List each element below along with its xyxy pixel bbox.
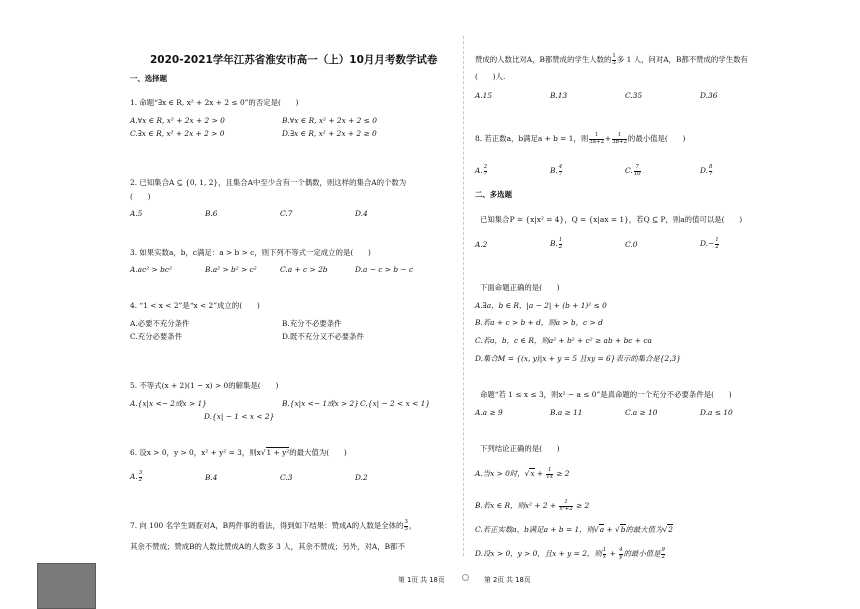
q6-radicand: 1 + y² xyxy=(266,448,290,457)
q7-line-3: 赞成的人数比对A，B都赞成的学生人数的 $\frac{1}{3}$ 多 1 人，问对A，B都不赞成的学生数有 xyxy=(475,53,748,66)
q5-option-b: B.{x|x <− 1或x > 2} xyxy=(282,399,359,408)
q2-option-c: C.7 xyxy=(280,209,293,218)
m2-option-d: D.集合M = {(x, y)|x + y = 5 且xy = 6}表示的集合是{2,3} xyxy=(475,354,681,363)
q6-option-a: A. $\frac{3}{2}$ xyxy=(130,470,143,483)
m2-option-c: C.若a，b，c ∈ R，则a² + b² + c² ≥ ab + bc + ca xyxy=(475,336,652,345)
m3-option-d: D.a ≤ 10 xyxy=(700,408,733,417)
m2-option-a: A.∃a，b ∈ R，|a − 2| + (b + 1)² ≤ 0 xyxy=(475,301,607,310)
q4-option-d: D.既不充分又不必要条件 xyxy=(282,332,364,341)
m1-option-d: D.− $\frac{1}{2}$ xyxy=(700,237,719,250)
m1-option-b: B. $\frac{1}{2}$ xyxy=(550,237,563,250)
m4-option-c: C.若正实数a，b满足a + b = 1，则√a + √b的最大值为√2 xyxy=(475,525,673,534)
q8-option-d: D. $\frac{8}{7}$ xyxy=(700,164,713,177)
q2-option-d: D.4 xyxy=(355,209,368,218)
q7-option-a: A.15 xyxy=(475,91,493,100)
page-separator-icon xyxy=(462,574,469,581)
q3-option-b: B.a² > b² > c² xyxy=(205,265,257,274)
m4-option-b: B.若x ∈ R，则x² + 2 + $\frac{1}{\text{x²+2}}$ ≥ 2 xyxy=(475,499,590,512)
q7-line-1: 7. 向 100 名学生调查对A，B两件事的看法，得到如下结果：赞成A的人数是全体的 $\frac{3}{5}$ ， xyxy=(130,519,417,532)
footer-page-left: 第 1页 共 18页 xyxy=(398,576,445,584)
q2-option-b: B.6 xyxy=(205,209,218,218)
m3-option-c: C.a ≥ 10 xyxy=(625,408,658,417)
m4-stem: 下列结论正确的是( ) xyxy=(480,444,560,453)
thumbnail-placeholder xyxy=(37,563,96,609)
column-divider xyxy=(463,36,464,556)
section-heading-single-choice: 一、选择题 xyxy=(130,74,167,83)
q5-option-d: D.{x| − 1 < x < 2} xyxy=(204,412,275,421)
q7-option-d: D.36 xyxy=(700,91,718,100)
q4-option-b: B.充分不必要条件 xyxy=(282,319,342,328)
m3-option-b: B.a ≥ 11 xyxy=(550,408,583,417)
section-heading-multiple-choice: 二、多选题 xyxy=(475,190,512,199)
page-title: 2020-2021学年江苏省淮安市高一（上）10月月考数学试卷 xyxy=(150,54,438,66)
m1-option-a: A.2 xyxy=(475,240,488,249)
m2-option-b: B.若a + c > b + d，则a > b，c > d xyxy=(475,318,603,327)
q1-option-c: C.∃x ∈ R, x² + 2x + 2 > 0 xyxy=(130,129,225,138)
footer-page-right: 第 2页 共 18页 xyxy=(484,576,531,584)
m2-stem: 下面命题正确的是( ) xyxy=(480,283,560,292)
q6-option-c: C.3 xyxy=(280,473,293,482)
q6-option-b: B.4 xyxy=(205,473,218,482)
q1-option-d: D.∃x ∈ R, x² + 2x + 2 ≥ 0 xyxy=(282,129,377,138)
q2-stem: 2. 已知集合A ⊆ {0, 1, 2}，且集合A中至少含有一个偶数，则这样的集合A的个数为 xyxy=(130,178,407,187)
q5-option-a: A.{x|x <− 2或x > 1} xyxy=(130,399,207,408)
q4-stem: 4. “1 < x < 2”是“x < 2”成立的( ) xyxy=(130,301,260,310)
q2-paren: ( ) xyxy=(130,192,151,201)
q7-line-4: ( )人. xyxy=(475,72,506,81)
q3-option-a: A.ac² > bc² xyxy=(130,265,172,274)
q7-option-b: B.13 xyxy=(550,91,568,100)
q5-option-c: C.{x| − 2 < x < 1} xyxy=(360,399,431,408)
m1-stem: 已知集合P = {x|x² = 4}，Q = {x|ax = 1}，若Q ⊆ P，则a的值可以是( ) xyxy=(480,215,743,224)
q2-option-a: A.5 xyxy=(130,209,143,218)
q8-option-b: B. $\frac{4}{7}$ xyxy=(550,164,563,177)
q3-option-d: D.a − c > b − c xyxy=(355,265,414,274)
q1-option-b: B.∀x ∈ R, x² + 2x + 2 ≤ 0 xyxy=(282,116,377,125)
q4-option-a: A.必要不充分条件 xyxy=(130,319,190,328)
m4-option-a: A.当x > 0时，√x + $\frac{1}{√x}$ ≥ 2 xyxy=(475,467,570,480)
q1-stem: 1. 命题“∃x ∈ R, x² + 2x + 2 ≤ 0”的否定是( ) xyxy=(130,98,299,107)
m3-stem: 命题“若 1 ≤ x ≤ 3，则x² − a ≤ 0”是真命题的一个充分不必要条件是( ) xyxy=(480,390,732,399)
m4-option-d: D.设x > 0，y > 0，且x + y = 2，则 $\frac{1}{x}$ + $\frac{4}{y}$ 的最小值是 $\frac{9}{2}$ xyxy=(475,547,665,560)
q5-stem: 5. 不等式(x + 2)(1 − x) > 0的解集是( ) xyxy=(130,381,279,390)
q6-option-d: D.2 xyxy=(355,473,368,482)
q1-option-a: A.∀x ∈ R, x² + 2x + 2 > 0 xyxy=(130,116,225,125)
q7-line-2: 其余不赞成；赞成B的人数比赞成A的人数多 3 人，其余不赞成；另外，对A，B都不 xyxy=(130,542,405,551)
q6-stem: 6. 设x > 0，y > 0，x² + y² = 3，则x√1 + y²的最大值为( ) xyxy=(130,448,347,457)
m3-option-a: A.a ≥ 9 xyxy=(475,408,503,417)
q3-stem: 3. 如果实数a，b，c满足：a > b > c，则下列不等式一定成立的是( ) xyxy=(130,248,371,257)
q8-option-c: C. $\frac{7}{10}$ xyxy=(625,164,641,177)
q3-option-c: C.a + c > 2b xyxy=(280,265,328,274)
q4-option-c: C.充分必要条件 xyxy=(130,332,183,341)
q8-option-a: A. $\frac{2}{7}$ xyxy=(475,164,488,177)
q7-option-c: C.35 xyxy=(625,91,643,100)
m1-option-c: C.0 xyxy=(625,240,638,249)
q8-stem: 8. 若正数a，b满足a + b = 1，则 $\frac{1}{3a+2}$ + $\frac{1}{3b+2}$ 的最小值是( ) xyxy=(475,132,686,145)
